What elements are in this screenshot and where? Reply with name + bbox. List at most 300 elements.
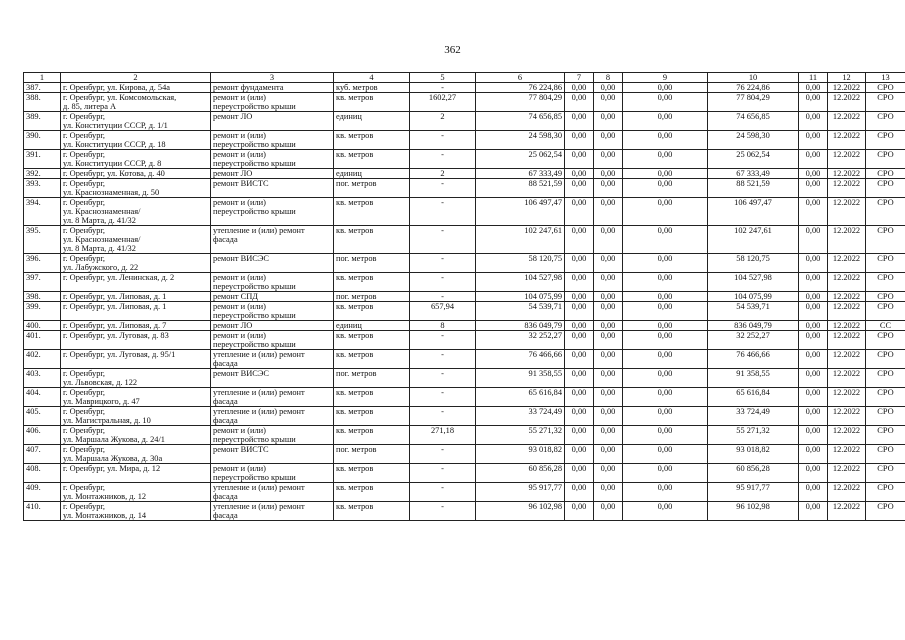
table-row — [24, 464, 905, 483]
quantity-cell: 657,94 — [410, 302, 476, 321]
row-number-cell: 405. — [24, 407, 61, 426]
amount-cell: 0,00 — [799, 483, 828, 502]
work-type-cell: ремонт ЛО — [211, 321, 334, 331]
deadline-cell: 12.2022 — [828, 169, 866, 179]
amount-cell: 0,00 — [594, 321, 623, 331]
unit-cell: пог. метров — [334, 179, 410, 198]
deadline-cell: 12.2022 — [828, 179, 866, 198]
deadline-cell: 12.2022 — [828, 93, 866, 112]
total-cost-cell: 95 917,77 — [708, 483, 799, 502]
amount-cell: 0,00 — [565, 331, 594, 350]
table-row — [24, 426, 905, 445]
amount-cell: 0,00 — [623, 292, 708, 302]
deadline-cell: 12.2022 — [828, 502, 866, 521]
unit-cell: единиц — [334, 112, 410, 131]
amount-cell: 0,00 — [623, 407, 708, 426]
column-header: 4 — [334, 73, 410, 83]
table-row — [24, 83, 905, 93]
address-cell: г. Оренбург, ул. Липовая, д. 1 — [61, 302, 211, 321]
unit-cell: единиц — [334, 321, 410, 331]
deadline-cell: 12.2022 — [828, 483, 866, 502]
quantity-cell: - — [410, 226, 476, 254]
amount-cell: 0,00 — [799, 150, 828, 169]
method-cell: СРО — [866, 426, 905, 445]
total-cost-cell: 77 804,29 — [708, 93, 799, 112]
total-cost-cell: 32 252,27 — [708, 331, 799, 350]
unit-cell: кв. метров — [334, 350, 410, 369]
deadline-cell: 12.2022 — [828, 273, 866, 292]
row-number-cell: 389. — [24, 112, 61, 131]
quantity-cell: - — [410, 292, 476, 302]
method-cell: СРО — [866, 369, 905, 388]
total-cost-cell: 58 120,75 — [708, 254, 799, 273]
deadline-cell: 12.2022 — [828, 331, 866, 350]
amount-cell: 0,00 — [594, 150, 623, 169]
amount-cell: 0,00 — [565, 292, 594, 302]
column-header: 11 — [799, 73, 828, 83]
table-row — [24, 93, 905, 112]
deadline-cell: 12.2022 — [828, 407, 866, 426]
cost-cell: 25 062,54 — [476, 150, 565, 169]
column-header: 9 — [623, 73, 708, 83]
address-cell: г. Оренбург, ул. Маршала Жукова, д. 30а — [61, 445, 211, 464]
amount-cell: 0,00 — [594, 388, 623, 407]
amount-cell: 0,00 — [565, 169, 594, 179]
amount-cell: 0,00 — [565, 502, 594, 521]
table-row — [24, 369, 905, 388]
amount-cell: 0,00 — [623, 321, 708, 331]
work-type-cell: утепление и (или) ремонт фасада — [211, 350, 334, 369]
row-number-cell: 390. — [24, 131, 61, 150]
amount-cell: 0,00 — [799, 292, 828, 302]
unit-cell: кв. метров — [334, 93, 410, 112]
amount-cell: 0,00 — [594, 179, 623, 198]
method-cell: СРО — [866, 150, 905, 169]
method-cell: СРО — [866, 388, 905, 407]
amount-cell: 0,00 — [594, 464, 623, 483]
amount-cell: 0,00 — [565, 369, 594, 388]
unit-cell: кв. метров — [334, 198, 410, 226]
table-row — [24, 198, 905, 226]
quantity-cell: 2 — [410, 169, 476, 179]
method-cell: СРО — [866, 464, 905, 483]
amount-cell: 0,00 — [565, 407, 594, 426]
address-cell: г. Оренбург, ул. Конституции СССР, д. 18 — [61, 131, 211, 150]
row-number-cell: 392. — [24, 169, 61, 179]
total-cost-cell: 91 358,55 — [708, 369, 799, 388]
quantity-cell: - — [410, 179, 476, 198]
address-cell: г. Оренбург, ул. Луговая, д. 95/1 — [61, 350, 211, 369]
column-header: 7 — [565, 73, 594, 83]
total-cost-cell: 24 598,30 — [708, 131, 799, 150]
amount-cell: 0,00 — [565, 254, 594, 273]
amount-cell: 0,00 — [594, 93, 623, 112]
amount-cell: 0,00 — [623, 388, 708, 407]
amount-cell: 0,00 — [565, 226, 594, 254]
work-type-cell: утепление и (или) ремонт фасада — [211, 388, 334, 407]
method-cell: СРО — [866, 445, 905, 464]
amount-cell: 0,00 — [623, 179, 708, 198]
amount-cell: 0,00 — [565, 112, 594, 131]
amount-cell: 0,00 — [799, 131, 828, 150]
row-number-cell: 400. — [24, 321, 61, 331]
unit-cell: кв. метров — [334, 464, 410, 483]
amount-cell: 0,00 — [565, 131, 594, 150]
address-cell: г. Оренбург, ул. Липовая, д. 1 — [61, 292, 211, 302]
cost-cell: 55 271,32 — [476, 426, 565, 445]
unit-cell: кв. метров — [334, 226, 410, 254]
method-cell: СРО — [866, 169, 905, 179]
table-row — [24, 112, 905, 131]
row-number-cell: 406. — [24, 426, 61, 445]
table-row — [24, 388, 905, 407]
address-cell: г. Оренбург, ул. Луговая, д. 83 — [61, 331, 211, 350]
cost-cell: 102 247,61 — [476, 226, 565, 254]
work-type-cell: ремонт и (или) переустройство крыши — [211, 464, 334, 483]
method-cell: СРО — [866, 331, 905, 350]
amount-cell: 0,00 — [565, 150, 594, 169]
capital-repair-table — [23, 72, 905, 521]
amount-cell: 0,00 — [594, 273, 623, 292]
deadline-cell: 12.2022 — [828, 226, 866, 254]
amount-cell: 0,00 — [594, 502, 623, 521]
method-cell: СС — [866, 321, 905, 331]
cost-cell: 104 527,98 — [476, 273, 565, 292]
amount-cell: 0,00 — [594, 292, 623, 302]
unit-cell: кв. метров — [334, 388, 410, 407]
method-cell: СРО — [866, 350, 905, 369]
cost-cell: 95 917,77 — [476, 483, 565, 502]
quantity-cell: - — [410, 131, 476, 150]
table-row — [24, 179, 905, 198]
table-row — [24, 292, 905, 302]
work-type-cell: ремонт и (или) переустройство крыши — [211, 273, 334, 292]
amount-cell: 0,00 — [799, 426, 828, 445]
unit-cell: куб. метров — [334, 83, 410, 93]
amount-cell: 0,00 — [623, 83, 708, 93]
amount-cell: 0,00 — [623, 131, 708, 150]
amount-cell: 0,00 — [623, 198, 708, 226]
work-type-cell: ремонт СПД — [211, 292, 334, 302]
amount-cell: 0,00 — [565, 426, 594, 445]
amount-cell: 0,00 — [565, 273, 594, 292]
address-cell: г. Оренбург, ул. Конституции СССР, д. 1/1 — [61, 112, 211, 131]
amount-cell: 0,00 — [799, 407, 828, 426]
quantity-cell: - — [410, 273, 476, 292]
row-number-cell: 403. — [24, 369, 61, 388]
row-number-cell: 388. — [24, 93, 61, 112]
row-number-cell: 399. — [24, 302, 61, 321]
address-cell: г. Оренбург, ул. Липовая, д. 7 — [61, 321, 211, 331]
quantity-cell: 2 — [410, 112, 476, 131]
amount-cell: 0,00 — [565, 388, 594, 407]
work-type-cell: утепление и (или) ремонт фасада — [211, 502, 334, 521]
address-cell: г. Оренбург, ул. Ленинская, д. 2 — [61, 273, 211, 292]
quantity-cell: 271,18 — [410, 426, 476, 445]
amount-cell: 0,00 — [594, 83, 623, 93]
work-type-cell: ремонт ЛО — [211, 169, 334, 179]
cost-cell: 74 656,85 — [476, 112, 565, 131]
unit-cell: пог. метров — [334, 369, 410, 388]
address-cell: г. Оренбург, ул. Магистральная, д. 10 — [61, 407, 211, 426]
amount-cell: 0,00 — [565, 93, 594, 112]
quantity-cell: - — [410, 350, 476, 369]
method-cell: СРО — [866, 226, 905, 254]
deadline-cell: 12.2022 — [828, 350, 866, 369]
amount-cell: 0,00 — [799, 388, 828, 407]
row-number-cell: 395. — [24, 226, 61, 254]
row-number-cell: 402. — [24, 350, 61, 369]
page-number: 362 — [444, 44, 461, 56]
total-cost-cell: 25 062,54 — [708, 150, 799, 169]
amount-cell: 0,00 — [799, 112, 828, 131]
work-type-cell: ремонт и (или) переустройство крыши — [211, 331, 334, 350]
cost-cell: 91 358,55 — [476, 369, 565, 388]
work-type-cell: ремонт и (или) переустройство крыши — [211, 150, 334, 169]
amount-cell: 0,00 — [565, 350, 594, 369]
work-type-cell: ремонт и (или) переустройство крыши — [211, 131, 334, 150]
quantity-cell: - — [410, 198, 476, 226]
address-cell: г. Оренбург, ул. Краснознаменная/ ул. 8 Марта, д. 41/32 — [61, 226, 211, 254]
amount-cell: 0,00 — [799, 198, 828, 226]
quantity-cell: - — [410, 150, 476, 169]
cost-cell: 33 724,49 — [476, 407, 565, 426]
column-header: 2 — [61, 73, 211, 83]
amount-cell: 0,00 — [623, 169, 708, 179]
amount-cell: 0,00 — [565, 321, 594, 331]
total-cost-cell: 93 018,82 — [708, 445, 799, 464]
row-number-cell: 393. — [24, 179, 61, 198]
column-header: 8 — [594, 73, 623, 83]
table-row — [24, 150, 905, 169]
total-cost-cell: 96 102,98 — [708, 502, 799, 521]
work-type-cell: ремонт и (или) переустройство крыши — [211, 198, 334, 226]
unit-cell: кв. метров — [334, 407, 410, 426]
address-cell: г. Оренбург, ул. Кирова, д. 54а — [61, 83, 211, 93]
quantity-cell: - — [410, 502, 476, 521]
deadline-cell: 12.2022 — [828, 112, 866, 131]
column-header: 12 — [828, 73, 866, 83]
quantity-cell: - — [410, 331, 476, 350]
cost-cell: 65 616,84 — [476, 388, 565, 407]
row-number-cell: 397. — [24, 273, 61, 292]
amount-cell: 0,00 — [799, 254, 828, 273]
deadline-cell: 12.2022 — [828, 150, 866, 169]
unit-cell: пог. метров — [334, 445, 410, 464]
amount-cell: 0,00 — [799, 83, 828, 93]
table-row — [24, 131, 905, 150]
cost-cell: 76 466,66 — [476, 350, 565, 369]
unit-cell: единиц — [334, 169, 410, 179]
cost-cell: 54 539,71 — [476, 302, 565, 321]
total-cost-cell: 33 724,49 — [708, 407, 799, 426]
method-cell: СРО — [866, 112, 905, 131]
work-type-cell: утепление и (или) ремонт фасада — [211, 407, 334, 426]
amount-cell: 0,00 — [594, 302, 623, 321]
total-cost-cell: 65 616,84 — [708, 388, 799, 407]
deadline-cell: 12.2022 — [828, 131, 866, 150]
quantity-cell: - — [410, 388, 476, 407]
amount-cell: 0,00 — [565, 464, 594, 483]
method-cell: СРО — [866, 93, 905, 112]
deadline-cell: 12.2022 — [828, 198, 866, 226]
total-cost-cell: 74 656,85 — [708, 112, 799, 131]
unit-cell: пог. метров — [334, 292, 410, 302]
deadline-cell: 12.2022 — [828, 321, 866, 331]
quantity-cell: - — [410, 483, 476, 502]
amount-cell: 0,00 — [565, 83, 594, 93]
column-header: 5 — [410, 73, 476, 83]
method-cell: СРО — [866, 83, 905, 93]
work-type-cell: ремонт ВИСТС — [211, 179, 334, 198]
work-type-cell: утепление и (или) ремонт фасада — [211, 226, 334, 254]
unit-cell: кв. метров — [334, 302, 410, 321]
amount-cell: 0,00 — [594, 407, 623, 426]
table-row — [24, 302, 905, 321]
amount-cell: 0,00 — [594, 169, 623, 179]
amount-cell: 0,00 — [594, 112, 623, 131]
amount-cell: 0,00 — [623, 369, 708, 388]
amount-cell: 0,00 — [623, 150, 708, 169]
amount-cell: 0,00 — [799, 321, 828, 331]
table-body — [24, 73, 905, 521]
deadline-cell: 12.2022 — [828, 369, 866, 388]
row-number-cell: 410. — [24, 502, 61, 521]
amount-cell: 0,00 — [594, 131, 623, 150]
amount-cell: 0,00 — [565, 179, 594, 198]
unit-cell: кв. метров — [334, 150, 410, 169]
cost-cell: 32 252,27 — [476, 331, 565, 350]
total-cost-cell: 60 856,28 — [708, 464, 799, 483]
work-type-cell: ремонт фундамента — [211, 83, 334, 93]
deadline-cell: 12.2022 — [828, 464, 866, 483]
table-row — [24, 169, 905, 179]
unit-cell: кв. метров — [334, 502, 410, 521]
work-type-cell: ремонт ЛО — [211, 112, 334, 131]
quantity-cell: 8 — [410, 321, 476, 331]
amount-cell: 0,00 — [623, 112, 708, 131]
work-type-cell: ремонт ВИСТС — [211, 445, 334, 464]
total-cost-cell: 76 224,86 — [708, 83, 799, 93]
cost-cell: 104 075,99 — [476, 292, 565, 302]
quantity-cell: 1602,27 — [410, 93, 476, 112]
method-cell: СРО — [866, 302, 905, 321]
amount-cell: 0,00 — [799, 464, 828, 483]
address-cell: г. Оренбург, ул. Львовская, д. 122 — [61, 369, 211, 388]
cost-cell: 58 120,75 — [476, 254, 565, 273]
amount-cell: 0,00 — [565, 445, 594, 464]
cost-cell: 93 018,82 — [476, 445, 565, 464]
amount-cell: 0,00 — [623, 273, 708, 292]
amount-cell: 0,00 — [799, 302, 828, 321]
method-cell: СРО — [866, 198, 905, 226]
quantity-cell: - — [410, 407, 476, 426]
table-row — [24, 226, 905, 254]
amount-cell: 0,00 — [623, 226, 708, 254]
work-type-cell: ремонт и (или) переустройство крыши — [211, 426, 334, 445]
work-type-cell: ремонт ВИСЭС — [211, 369, 334, 388]
row-number-cell: 404. — [24, 388, 61, 407]
address-cell: г. Оренбург, ул. Лабужского, д. 22 — [61, 254, 211, 273]
method-cell: СРО — [866, 292, 905, 302]
total-cost-cell: 76 466,66 — [708, 350, 799, 369]
work-type-cell: ремонт и (или) переустройство крыши — [211, 302, 334, 321]
total-cost-cell: 836 049,79 — [708, 321, 799, 331]
cost-cell: 106 497,47 — [476, 198, 565, 226]
amount-cell: 0,00 — [799, 350, 828, 369]
method-cell: СРО — [866, 407, 905, 426]
work-type-cell: ремонт и (или) переустройство крыши — [211, 93, 334, 112]
row-number-cell: 409. — [24, 483, 61, 502]
column-header: 1 — [24, 73, 61, 83]
amount-cell: 0,00 — [594, 198, 623, 226]
table-row — [24, 331, 905, 350]
cost-cell: 88 521,59 — [476, 179, 565, 198]
amount-cell: 0,00 — [623, 302, 708, 321]
column-header: 10 — [708, 73, 799, 83]
table-row — [24, 483, 905, 502]
amount-cell: 0,00 — [623, 331, 708, 350]
method-cell: СРО — [866, 483, 905, 502]
amount-cell: 0,00 — [799, 273, 828, 292]
amount-cell: 0,00 — [623, 93, 708, 112]
amount-cell: 0,00 — [594, 254, 623, 273]
amount-cell: 0,00 — [594, 350, 623, 369]
amount-cell: 0,00 — [799, 169, 828, 179]
row-number-cell: 401. — [24, 331, 61, 350]
quantity-cell: - — [410, 83, 476, 93]
total-cost-cell: 104 075,99 — [708, 292, 799, 302]
total-cost-cell: 67 333,49 — [708, 169, 799, 179]
total-cost-cell: 106 497,47 — [708, 198, 799, 226]
cost-cell: 67 333,49 — [476, 169, 565, 179]
table-row — [24, 445, 905, 464]
cost-cell: 76 224,86 — [476, 83, 565, 93]
cost-cell: 77 804,29 — [476, 93, 565, 112]
amount-cell: 0,00 — [623, 502, 708, 521]
amount-cell: 0,00 — [594, 483, 623, 502]
table-row — [24, 502, 905, 521]
column-header: 13 — [866, 73, 905, 83]
total-cost-cell: 55 271,32 — [708, 426, 799, 445]
amount-cell: 0,00 — [594, 369, 623, 388]
amount-cell: 0,00 — [623, 464, 708, 483]
total-cost-cell: 102 247,61 — [708, 226, 799, 254]
row-number-cell: 394. — [24, 198, 61, 226]
unit-cell: кв. метров — [334, 426, 410, 445]
amount-cell: 0,00 — [799, 179, 828, 198]
total-cost-cell: 54 539,71 — [708, 302, 799, 321]
amount-cell: 0,00 — [623, 426, 708, 445]
address-cell: г. Оренбург, ул. Комсомольская, д. 85, литера А — [61, 93, 211, 112]
table-row — [24, 254, 905, 273]
row-number-cell: 408. — [24, 464, 61, 483]
amount-cell: 0,00 — [799, 93, 828, 112]
deadline-cell: 12.2022 — [828, 292, 866, 302]
column-header: 3 — [211, 73, 334, 83]
amount-cell: 0,00 — [799, 502, 828, 521]
amount-cell: 0,00 — [565, 302, 594, 321]
deadline-cell: 12.2022 — [828, 254, 866, 273]
address-cell: г. Оренбург, ул. Конституции СССР, д. 8 — [61, 150, 211, 169]
amount-cell: 0,00 — [799, 369, 828, 388]
amount-cell: 0,00 — [623, 254, 708, 273]
row-number-cell: 407. — [24, 445, 61, 464]
amount-cell: 0,00 — [799, 331, 828, 350]
total-cost-cell: 88 521,59 — [708, 179, 799, 198]
amount-cell: 0,00 — [623, 445, 708, 464]
row-number-cell: 396. — [24, 254, 61, 273]
